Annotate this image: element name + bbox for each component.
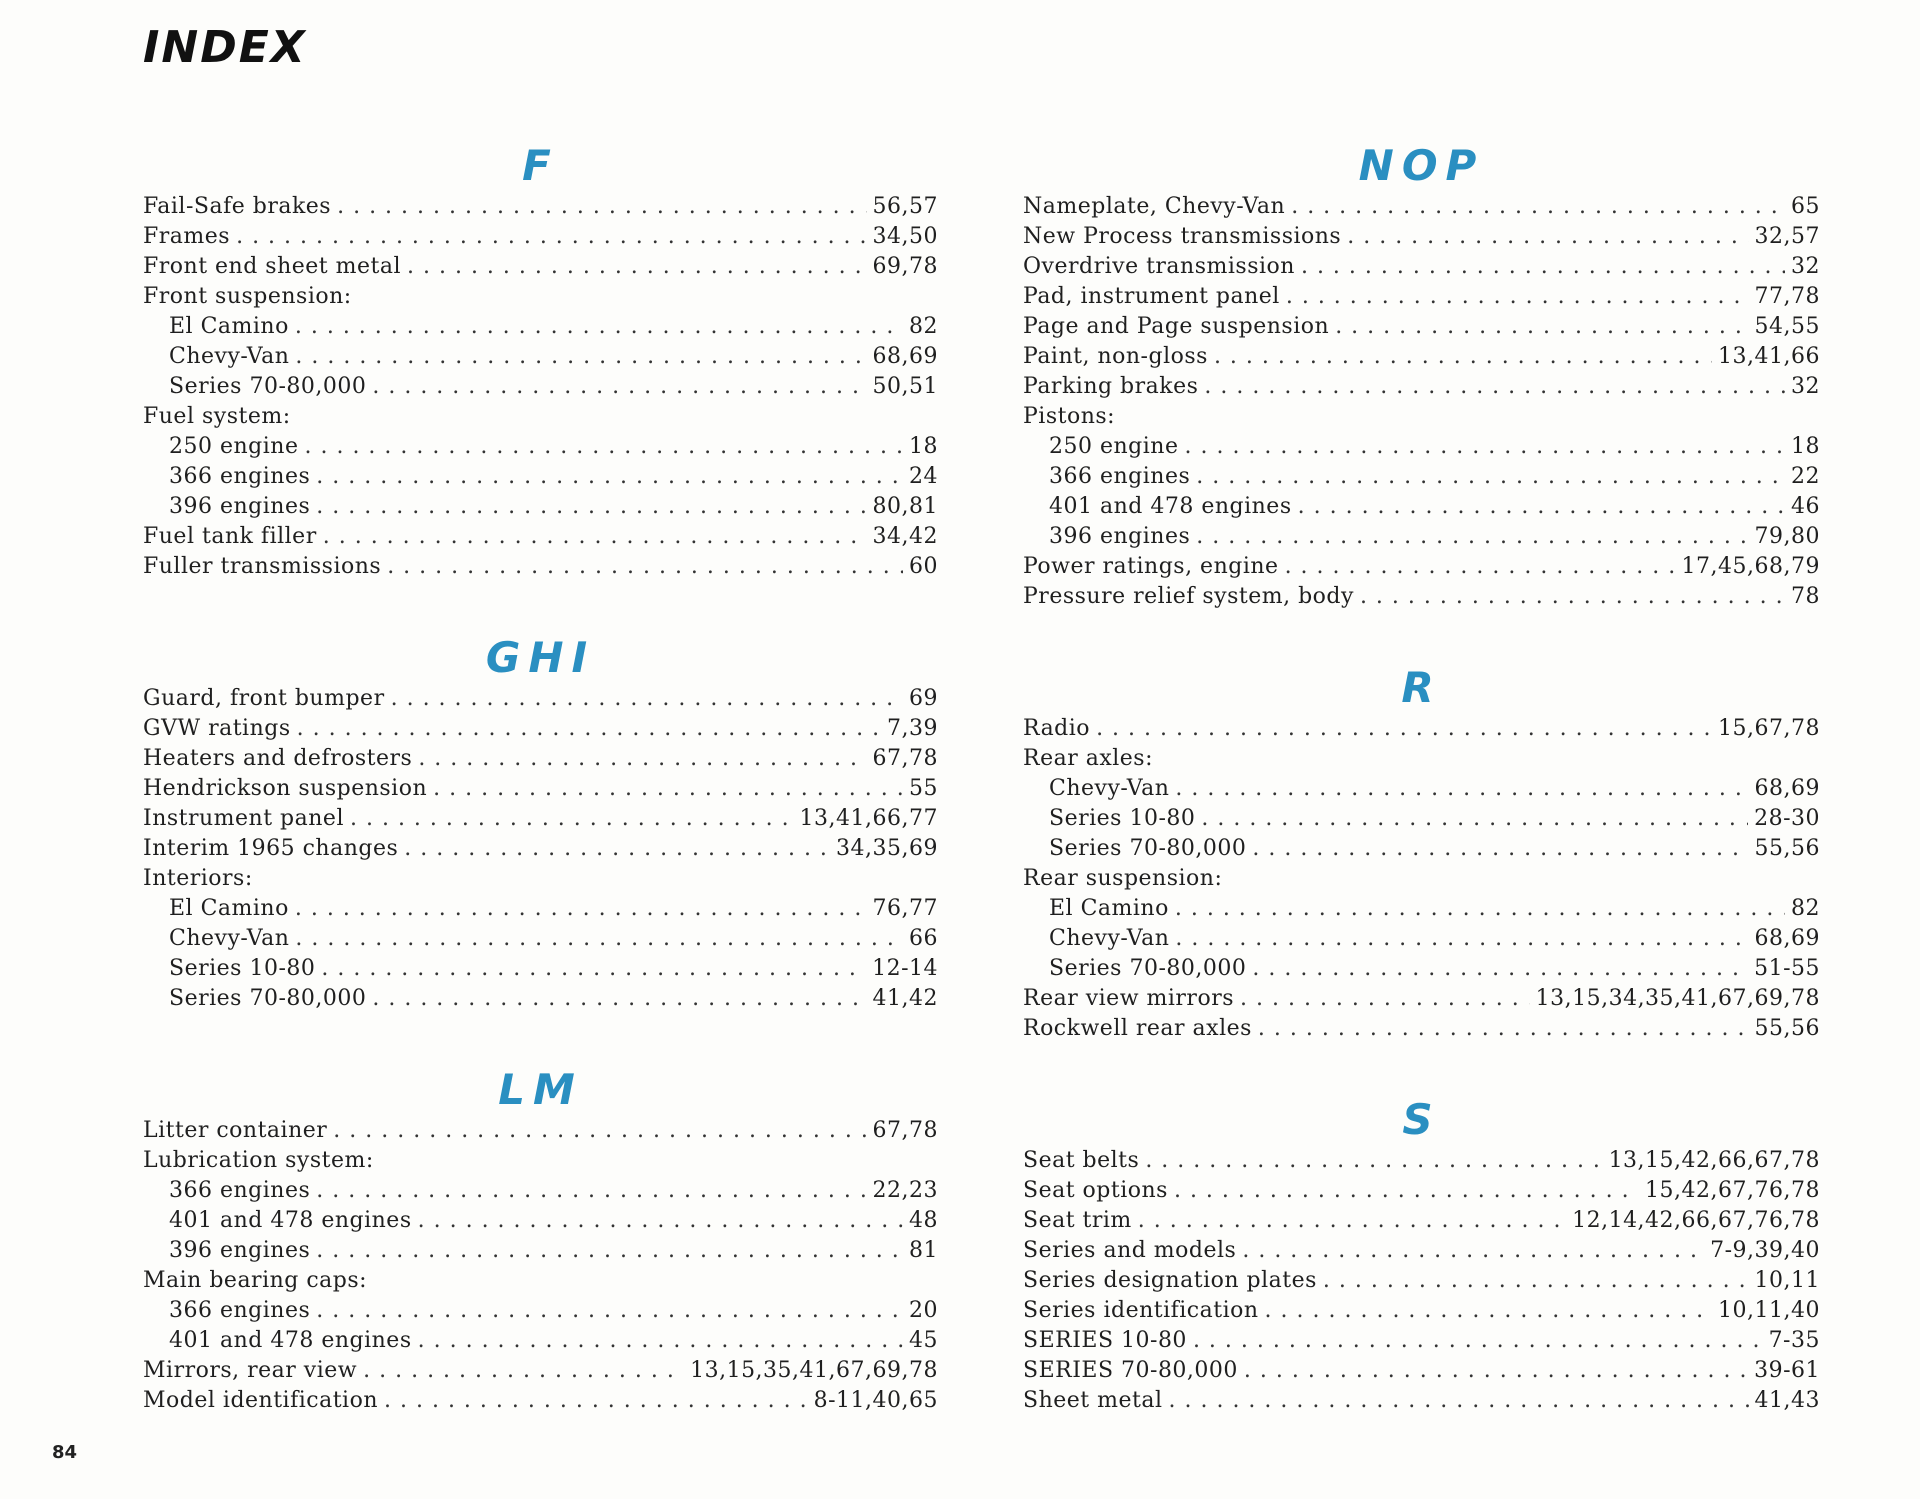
entry-label: Hendrickson suspension xyxy=(143,776,428,801)
entry-pages: 13,41,66 xyxy=(1718,344,1820,369)
entry-label: 250 engine xyxy=(1049,434,1179,459)
index-subentry xyxy=(1023,834,1820,864)
entry-label: Lubrication system: xyxy=(143,1148,374,1173)
dot-leader xyxy=(387,552,903,582)
dot-leader xyxy=(295,312,903,342)
dot-leader xyxy=(1193,1326,1763,1356)
entry-pages: 65 xyxy=(1791,194,1820,219)
index-subentry xyxy=(1023,522,1820,552)
entry-pages: 34,35,69 xyxy=(836,836,938,861)
index-entry xyxy=(1023,222,1820,252)
dot-leader xyxy=(1347,222,1748,252)
entry-label: Series 70-80,000 xyxy=(169,374,367,399)
entry-label: 401 and 478 engines xyxy=(169,1328,412,1353)
index-subentry xyxy=(143,492,938,522)
entry-label: Pistons: xyxy=(1023,404,1116,429)
index-subentry xyxy=(143,894,938,924)
dot-leader xyxy=(384,1386,808,1416)
entry-pages: 79,80 xyxy=(1754,524,1820,549)
index-subentry xyxy=(143,1296,938,1326)
entry-pages: 56,57 xyxy=(872,194,938,219)
index-entry xyxy=(1023,312,1820,342)
index-subentry xyxy=(1023,432,1820,462)
entry-label: Chevy-Van xyxy=(169,344,290,369)
entry-pages: 28-30 xyxy=(1754,806,1820,831)
entry-pages: 68,69 xyxy=(1754,926,1820,951)
dot-leader xyxy=(418,1206,903,1236)
entry-label: El Camino xyxy=(169,896,289,921)
entry-pages: 22,23 xyxy=(872,1178,938,1203)
entry-label: El Camino xyxy=(1049,896,1169,921)
entry-label: New Process transmissions xyxy=(1023,224,1342,249)
dot-leader xyxy=(433,774,903,804)
dot-leader xyxy=(1298,492,1785,522)
index-subentry xyxy=(1023,774,1820,804)
dot-leader xyxy=(316,1236,903,1266)
index-subentry xyxy=(1023,954,1820,984)
entry-label: Series 10-80 xyxy=(169,956,316,981)
index-subentry xyxy=(1023,804,1820,834)
index-entry xyxy=(143,282,938,312)
entry-pages: 24 xyxy=(909,464,938,489)
dot-leader xyxy=(350,804,794,834)
index-entry xyxy=(143,744,938,774)
entry-pages: 18 xyxy=(909,434,938,459)
index-entry xyxy=(1023,252,1820,282)
index-entry xyxy=(1023,1146,1820,1176)
index-entry xyxy=(143,402,938,432)
entry-pages: 13,15,34,35,41,67,69,78 xyxy=(1535,986,1820,1011)
index-entry xyxy=(1023,372,1820,402)
entry-label: 366 engines xyxy=(169,1298,311,1323)
dot-leader xyxy=(1196,522,1748,552)
dot-leader xyxy=(1242,1236,1704,1266)
section-gap xyxy=(1023,612,1820,662)
entry-pages: 39-61 xyxy=(1754,1358,1820,1383)
index-entry xyxy=(143,1386,938,1416)
index-entry xyxy=(143,522,938,552)
entry-pages: 76,77 xyxy=(872,896,938,921)
entry-pages: 50,51 xyxy=(872,374,938,399)
section-heading: R xyxy=(1401,663,1442,712)
dot-leader xyxy=(323,522,867,552)
entry-label: Front suspension: xyxy=(143,284,352,309)
entry-label: Chevy-Van xyxy=(1049,776,1170,801)
entry-label: Seat options xyxy=(1023,1178,1168,1203)
dot-leader xyxy=(372,984,866,1014)
dot-leader xyxy=(1175,924,1748,954)
section-heading: GHI xyxy=(485,633,596,682)
index-entry xyxy=(1023,864,1820,894)
entry-pages: 13,15,42,66,67,78 xyxy=(1608,1148,1820,1173)
entry-label: Litter container xyxy=(143,1118,328,1143)
entry-pages: 54,55 xyxy=(1754,314,1820,339)
entry-pages: 13,41,66,77 xyxy=(799,806,938,831)
entry-pages: 13,15,35,41,67,69,78 xyxy=(690,1358,938,1383)
entry-label: Nameplate, Chevy-Van xyxy=(1023,194,1286,219)
index-entry xyxy=(143,1146,938,1176)
entry-pages: 7-35 xyxy=(1768,1328,1820,1353)
index-entry xyxy=(1023,402,1820,432)
dot-leader xyxy=(363,1356,684,1386)
index-entry xyxy=(1023,1296,1820,1326)
index-entry xyxy=(1023,1236,1820,1266)
entry-label: Power ratings, engine xyxy=(1023,554,1279,579)
entry-pages: 12-14 xyxy=(872,956,938,981)
index-entry xyxy=(143,714,938,744)
entry-pages: 68,69 xyxy=(872,344,938,369)
dot-leader xyxy=(1265,1296,1712,1326)
entry-pages: 7,39 xyxy=(887,716,938,741)
index-entry xyxy=(1023,552,1820,582)
dot-leader xyxy=(1360,582,1785,612)
entry-pages: 81 xyxy=(909,1238,938,1263)
section-gap xyxy=(1023,1044,1820,1094)
index-entry xyxy=(143,1266,938,1296)
index-entry xyxy=(143,1116,938,1146)
entry-pages: 32 xyxy=(1791,254,1820,279)
index-entry xyxy=(1023,1176,1820,1206)
entry-label: 366 engines xyxy=(1049,464,1191,489)
entry-pages: 46 xyxy=(1791,494,1820,519)
dot-leader xyxy=(1240,984,1530,1014)
entry-pages: 55 xyxy=(909,776,938,801)
dot-leader xyxy=(1174,1176,1639,1206)
entry-label: Series 70-80,000 xyxy=(1049,836,1247,861)
entry-pages: 48 xyxy=(909,1208,938,1233)
dot-leader xyxy=(297,714,881,744)
entry-pages: 82 xyxy=(1791,896,1820,921)
dot-leader xyxy=(1201,804,1748,834)
entry-label: Chevy-Van xyxy=(1049,926,1170,951)
entry-pages: 55,56 xyxy=(1754,836,1820,861)
index-entry xyxy=(1023,714,1820,744)
entry-label: Front end sheet metal xyxy=(143,254,401,279)
entry-pages: 67,78 xyxy=(872,746,938,771)
dot-leader xyxy=(1258,1014,1749,1044)
index-entry xyxy=(1023,984,1820,1014)
entry-label: Rockwell rear axles xyxy=(1023,1016,1252,1041)
index-subentry xyxy=(1023,492,1820,522)
entry-label: Pressure relief system, body xyxy=(1023,584,1354,609)
entry-label: 366 engines xyxy=(169,1178,311,1203)
entry-pages: 10,11 xyxy=(1754,1268,1820,1293)
entry-label: Series 70-80,000 xyxy=(169,986,367,1011)
index-entry xyxy=(1023,342,1820,372)
entry-label: Sheet metal xyxy=(1023,1388,1163,1413)
entry-label: Series designation plates xyxy=(1023,1268,1317,1293)
entry-label: Mirrors, rear view xyxy=(143,1358,358,1383)
index-entry xyxy=(1023,1014,1820,1044)
entry-label: Overdrive transmission xyxy=(1023,254,1295,279)
page-number: 84 xyxy=(52,1442,78,1463)
dot-leader xyxy=(1175,774,1748,804)
index-subentry xyxy=(143,984,938,1014)
dot-leader xyxy=(391,684,903,714)
index-entry xyxy=(1023,1266,1820,1296)
entry-label: GVW ratings xyxy=(143,716,291,741)
index-entry xyxy=(143,222,938,252)
entry-label: Radio xyxy=(1023,716,1091,741)
entry-pages: 66 xyxy=(909,926,938,951)
dot-leader xyxy=(372,372,866,402)
index-column-left xyxy=(143,140,938,1416)
entry-label: Rear suspension: xyxy=(1023,866,1223,891)
entry-label: Guard, front bumper xyxy=(143,686,385,711)
dot-leader xyxy=(1096,714,1712,744)
dot-leader xyxy=(295,894,867,924)
entry-pages: 32 xyxy=(1791,374,1820,399)
entry-label: Heaters and defrosters xyxy=(143,746,413,771)
section-gap xyxy=(143,582,938,632)
index-entry xyxy=(143,864,938,894)
entry-label: Series 10-80 xyxy=(1049,806,1196,831)
entry-pages: 69,78 xyxy=(872,254,938,279)
index-entry xyxy=(143,774,938,804)
index-entry xyxy=(1023,1326,1820,1356)
entry-label: Frames xyxy=(143,224,231,249)
dot-leader xyxy=(418,1326,903,1356)
entry-label: Series identification xyxy=(1023,1298,1259,1323)
entry-label: Chevy-Van xyxy=(169,926,290,951)
section-heading: F xyxy=(522,141,559,190)
dot-leader xyxy=(316,462,903,492)
dot-leader xyxy=(236,222,866,252)
entry-pages: 69 xyxy=(909,686,938,711)
index-subentry xyxy=(143,372,938,402)
index-subentry xyxy=(143,312,938,342)
entry-label: El Camino xyxy=(169,314,289,339)
index-subentry xyxy=(143,924,938,954)
dot-leader xyxy=(1323,1266,1749,1296)
dot-leader xyxy=(1145,1146,1602,1176)
entry-label: Fuller transmissions xyxy=(143,554,382,579)
entry-label: 366 engines xyxy=(169,464,311,489)
entry-label: Pad, instrument panel xyxy=(1023,284,1280,309)
entry-pages: 12,14,42,66,67,76,78 xyxy=(1572,1208,1820,1233)
entry-pages: 55,56 xyxy=(1754,1016,1820,1041)
index-entry xyxy=(1023,1206,1820,1236)
index-subentry xyxy=(143,1176,938,1206)
dot-leader xyxy=(1196,462,1785,492)
dot-leader xyxy=(1138,1206,1566,1236)
dot-leader xyxy=(1244,1356,1748,1386)
entry-label: Rear view mirrors xyxy=(1023,986,1235,1011)
dot-leader xyxy=(304,432,903,462)
entry-pages: 80,81 xyxy=(872,494,938,519)
index-subentry xyxy=(143,1236,938,1266)
entry-label: Interiors: xyxy=(143,866,253,891)
index-subentry xyxy=(143,1326,938,1356)
index-subentry xyxy=(143,954,938,984)
dot-leader xyxy=(295,924,903,954)
entry-label: 396 engines xyxy=(169,1238,311,1263)
entry-pages: 32,57 xyxy=(1754,224,1820,249)
index-entry xyxy=(143,684,938,714)
dot-leader xyxy=(1204,372,1785,402)
entry-label: Parking brakes xyxy=(1023,374,1199,399)
entry-pages: 20 xyxy=(909,1298,938,1323)
entry-label: SERIES 10-80 xyxy=(1023,1328,1187,1353)
entry-pages: 41,43 xyxy=(1754,1388,1820,1413)
entry-label: Model identification xyxy=(143,1388,378,1413)
index-entry xyxy=(143,252,938,282)
index-subentry xyxy=(1023,462,1820,492)
entry-label: Interim 1965 changes xyxy=(143,836,399,861)
section-gap xyxy=(143,1014,938,1064)
entry-pages: 68,69 xyxy=(1754,776,1820,801)
index-column-right xyxy=(1023,140,1820,1416)
dot-leader xyxy=(1184,432,1785,462)
entry-pages: 15,42,67,76,78 xyxy=(1645,1178,1820,1203)
dot-leader xyxy=(1175,894,1785,924)
entry-label: Seat trim xyxy=(1023,1208,1132,1233)
section-heading: LM xyxy=(498,1065,583,1114)
dot-leader xyxy=(404,834,830,864)
entry-label: Page and Page suspension xyxy=(1023,314,1330,339)
entry-pages: 7-9,39,40 xyxy=(1710,1238,1820,1263)
dot-leader xyxy=(1169,1386,1749,1416)
entry-pages: 77,78 xyxy=(1754,284,1820,309)
dot-leader xyxy=(316,492,866,522)
index-entry xyxy=(143,192,938,222)
entry-pages: 78 xyxy=(1791,584,1820,609)
entry-label: SERIES 70-80,000 xyxy=(1023,1358,1238,1383)
index-entry xyxy=(143,804,938,834)
entry-label: Paint, non-gloss xyxy=(1023,344,1208,369)
index-subentry xyxy=(143,1206,938,1236)
section-heading: S xyxy=(1402,1095,1441,1144)
entry-pages: 17,45,68,79 xyxy=(1681,554,1820,579)
dot-leader xyxy=(407,252,867,282)
entry-pages: 34,50 xyxy=(872,224,938,249)
dot-leader xyxy=(1252,954,1748,984)
dot-leader xyxy=(418,744,866,774)
dot-leader xyxy=(337,192,866,222)
dot-leader xyxy=(1291,192,1785,222)
entry-pages: 41,42 xyxy=(872,986,938,1011)
dot-leader xyxy=(333,1116,866,1146)
dot-leader xyxy=(316,1176,866,1206)
dot-leader xyxy=(1335,312,1748,342)
entry-label: Series and models xyxy=(1023,1238,1237,1263)
entry-pages: 15,67,78 xyxy=(1718,716,1820,741)
index-subentry xyxy=(143,462,938,492)
entry-label: Seat belts xyxy=(1023,1148,1140,1173)
index-subentry xyxy=(1023,894,1820,924)
index-subentry xyxy=(143,342,938,372)
entry-pages: 67,78 xyxy=(872,1118,938,1143)
entry-label: 401 and 478 engines xyxy=(169,1208,412,1233)
entry-pages: 8-11,40,65 xyxy=(813,1388,938,1413)
entry-label: 250 engine xyxy=(169,434,299,459)
page-title: INDEX xyxy=(143,22,307,73)
entry-pages: 18 xyxy=(1791,434,1820,459)
dot-leader xyxy=(1214,342,1712,372)
entry-label: 396 engines xyxy=(169,494,311,519)
index-entry xyxy=(1023,1356,1820,1386)
entry-pages: 22 xyxy=(1791,464,1820,489)
dot-leader xyxy=(1252,834,1748,864)
entry-pages: 82 xyxy=(909,314,938,339)
section-heading: NOP xyxy=(1358,141,1485,190)
entry-pages: 10,11,40 xyxy=(1718,1298,1820,1323)
entry-pages: 60 xyxy=(909,554,938,579)
entry-label: Instrument panel xyxy=(143,806,344,831)
index-entry xyxy=(143,834,938,864)
index-entry xyxy=(143,552,938,582)
dot-leader xyxy=(316,1296,903,1326)
entry-pages: 51-55 xyxy=(1754,956,1820,981)
dot-leader xyxy=(321,954,866,984)
dot-leader xyxy=(1301,252,1785,282)
entry-label: Main bearing caps: xyxy=(143,1268,368,1293)
index-entry xyxy=(1023,192,1820,222)
index-entry xyxy=(1023,1386,1820,1416)
index-entry xyxy=(143,1356,938,1386)
index-entry xyxy=(1023,744,1820,774)
entry-label: Fuel system: xyxy=(143,404,291,429)
dot-leader xyxy=(295,342,866,372)
dot-leader xyxy=(1286,282,1749,312)
index-entry xyxy=(1023,582,1820,612)
entry-label: Fail-Safe brakes xyxy=(143,194,332,219)
entry-pages: 34,42 xyxy=(872,524,938,549)
entry-label: 396 engines xyxy=(1049,524,1191,549)
entry-pages: 45 xyxy=(909,1328,938,1353)
entry-label: 401 and 478 engines xyxy=(1049,494,1292,519)
entry-label: Fuel tank filler xyxy=(143,524,317,549)
entry-label: Series 70-80,000 xyxy=(1049,956,1247,981)
index-entry xyxy=(1023,282,1820,312)
index-subentry xyxy=(1023,924,1820,954)
index-subentry xyxy=(143,432,938,462)
dot-leader xyxy=(1285,552,1676,582)
entry-label: Rear axles: xyxy=(1023,746,1153,771)
